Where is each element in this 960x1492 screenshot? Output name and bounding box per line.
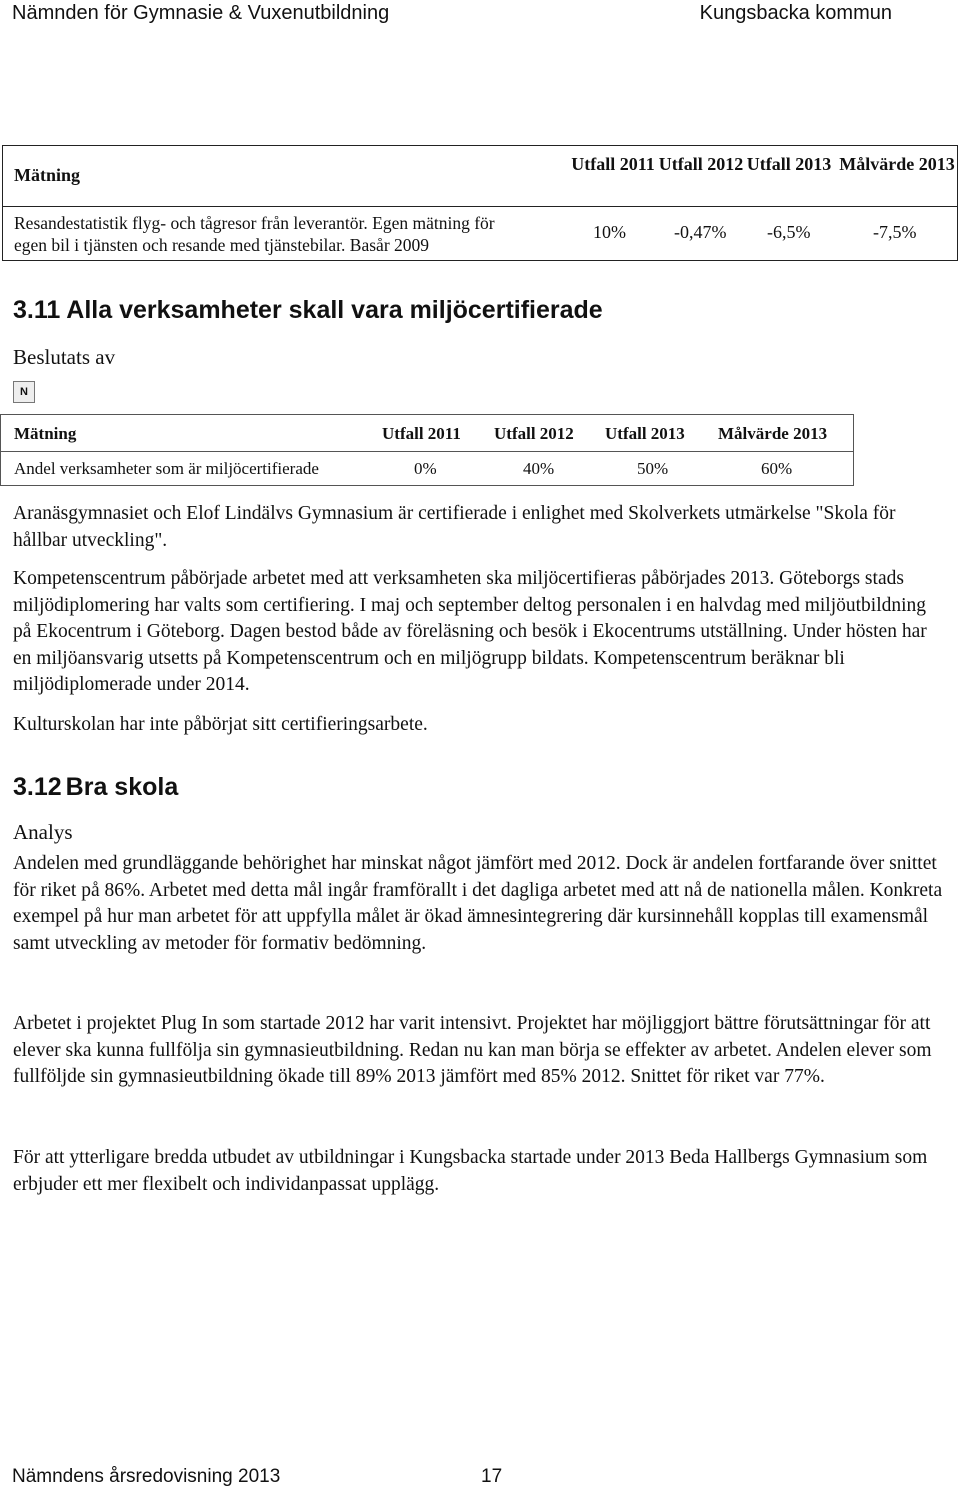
- value-malvarde-2013: -7,5%: [873, 222, 917, 242]
- col-header-utfall-2011: Utfall 2011: [571, 154, 655, 174]
- section-3-11-heading: [13, 296, 603, 325]
- col-header-malvarde-2013: Målvärde 2013: [718, 424, 828, 443]
- value-utfall-2012: -0,47%: [674, 222, 727, 242]
- footer-title: Nämndens årsredovisning 2013: [12, 1466, 281, 1487]
- page-number: 17: [481, 1466, 503, 1487]
- analysis-label: Analys: [13, 820, 73, 844]
- value-utfall-2013: 50%: [637, 459, 669, 478]
- decided-by-label: Beslutats av: [13, 345, 116, 369]
- col-header-utfall-2012: Utfall 2012: [494, 424, 574, 443]
- measurement-table-2: [0, 414, 854, 486]
- value-utfall-2011: 10%: [593, 222, 626, 242]
- section-3-12-heading: [13, 773, 178, 802]
- value-utfall-2011: 0%: [414, 459, 437, 478]
- row-label-line-1: Resandestatistik flyg- och tågresor från leverantör. Egen mätning för: [14, 213, 495, 233]
- col-header-matning: Mätning: [14, 165, 81, 185]
- row-label-line-2: egen bil i tjänsten och resande med tjänstebilar. Basår 2009: [14, 235, 430, 255]
- paragraph: För att ytterligare bredda utbudet av utbildningar i Kungsbacka startade under 2013 Beda Hallbergs Gymnasium som erbjuder ett mer flexibelt och individanpassat upplägg.: [13, 1147, 928, 1195]
- paragraph: Kulturskolan har inte påbörjat sitt certifieringsarbete.: [13, 714, 428, 735]
- header-right: Kungsbacka kommun: [699, 2, 892, 24]
- header-left: Nämnden för Gymnasie & Vuxenutbildning: [12, 2, 390, 24]
- section-title: Alla verksamheter skall vara miljöcertifierade: [66, 296, 603, 324]
- section-number: 3.12: [13, 773, 62, 801]
- section-number: 3.11: [13, 296, 61, 324]
- table-row-label: [14, 212, 495, 256]
- value-malvarde-2013: 60%: [761, 459, 793, 478]
- value-utfall-2012: 40%: [523, 459, 555, 478]
- table-header-row: [1, 415, 853, 452]
- col-header-malvarde-2013: Målvärde 2013: [839, 154, 955, 174]
- col-header-utfall-2011: Utfall 2011: [382, 424, 461, 443]
- measurement-table-1: [2, 145, 958, 261]
- col-header-matning: Mätning: [14, 424, 77, 443]
- paragraph: Kompetenscentrum påbörjade arbetet med att verksamheten ska miljöcertifieras påbörjades 2013. Göteborgs stads miljödiplomering har valts som certifiering. I maj och september deltog personalen i en halvdag med miljöutbildning på Ekocentrum i Göteborg. Dagen bestod både av föreläsning och besök i Ekocentrums utställning. Under hösten har en miljöansvarig utsetts på Kompetenscentrum och en miljögrupp bildats. Kompetenscentrum beräknar bli miljödiplomerade under 2014.: [13, 568, 927, 695]
- col-header-utfall-2012: Utfall 2012: [658, 154, 744, 174]
- paragraph: Andelen med grundläggande behörighet har minskat något jämfört med 2012. Dock är andelen fortfarande över snittet för riket på 86%. Arbetet med detta mål ingår framförallt i det dagliga arbetet med att nå de nationella målen. Konkreta exempel på hur man arbetet för att uppfylla målet är ökad ämnesintegrering där kursinnehåll kopplas till examensmål samt utveckling av metoder för formativ bedömning.: [13, 853, 943, 954]
- value-utfall-2013: -6,5%: [767, 222, 811, 242]
- table-row-label: Andel verksamheter som är miljöcertifierade: [14, 459, 319, 478]
- section-title: Bra skola: [65, 773, 179, 801]
- col-header-utfall-2013: Utfall 2013: [605, 424, 685, 443]
- decision-marker-icon: N: [13, 381, 35, 403]
- table-header-row: [3, 146, 957, 207]
- paragraph: Arbetet i projektet Plug In som startade 2012 har varit intensivt. Projektet har möjliggjort bättre förutsättningar för att elever ska kunna fullfölja sin gymnasieutbildning. Redan nu kan man börja se effekter av arbetet. Andelen elever som fullföljde sin gymnasieutbildning ökade till 89% 2013 jämfört med 85% 2012. Snittet för riket var 77%.: [13, 1013, 932, 1087]
- paragraph: Aranäsgymnasiet och Elof Lindälvs Gymnasium är certifierade i enlighet med Skolverkets utmärkelse "Skola för hållbar utveckling".: [13, 503, 896, 551]
- col-header-utfall-2013: Utfall 2013: [746, 154, 832, 174]
